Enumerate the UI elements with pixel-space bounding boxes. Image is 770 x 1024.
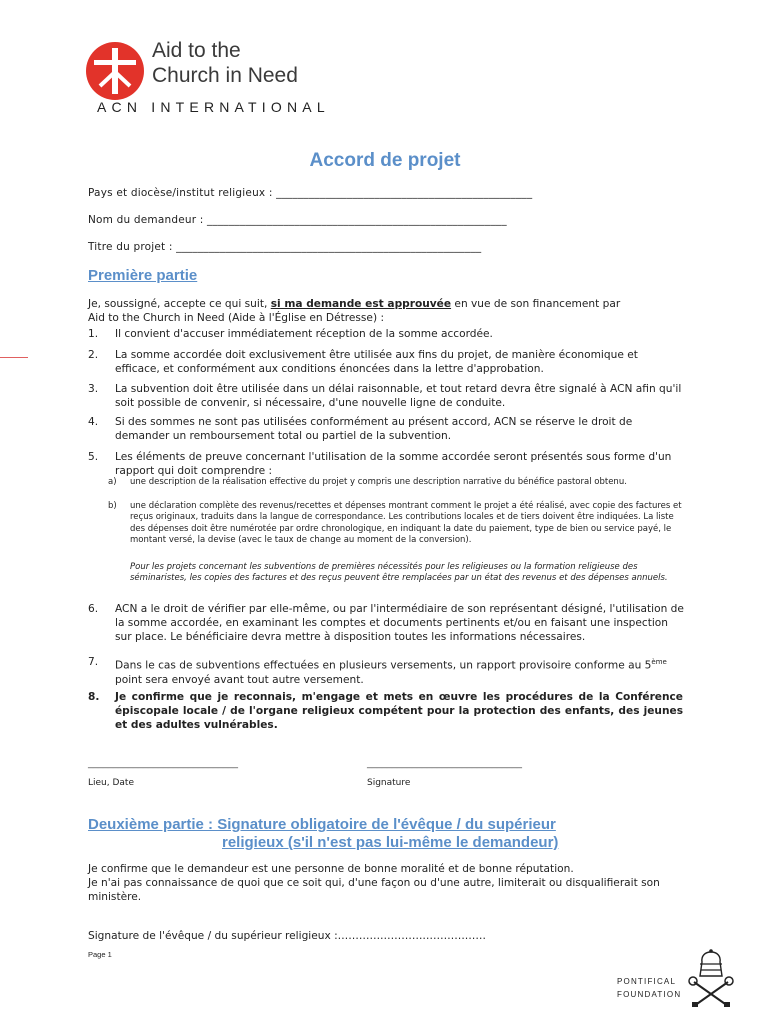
signature-label: Signature <box>367 778 411 788</box>
sig-line-right[interactable]: _______________________________ <box>367 758 522 769</box>
item-7-text: Dans le cas de subventions effectuées en plusieurs versements, un rapport provisoire conforme au 5ème point sera envoyé avant tout autre versement. <box>115 658 667 686</box>
item-3-number: 3. <box>88 383 99 395</box>
item-5-text: Les éléments de preuve concernant l'utilisation de la somme accordée seront présentés sous forme d'un rapport qui doit comprendre : <box>115 451 672 477</box>
subitem-a-text: une description de la réalisation effective du projet y compris une description narrative du bénéfice pastoral obtenu. <box>130 477 627 487</box>
part1-heading: Première partie <box>88 267 198 284</box>
field-nom[interactable]: Nom du demandeur : _______________________________________________________ <box>88 214 507 226</box>
part1-intro: Je, soussigné, accepte ce qui suit, si ma demande est approuvée en vue de son financement par Aid to the Church in Need (Aide à l'Église en Détresse) : <box>88 298 621 324</box>
item-6-text: ACN a le droit de vérifier par elle-même, ou par l'intermédiaire de son représentant désigné, l'utilisation de la somme accordée, en examinant les comptes et documents pertinents et/ou en faisant une inspection sur place. Le bénéficiaire devra mettre à disposition toutes les informations nécessaires. <box>115 603 684 643</box>
part2-line1: Je confirme que le demandeur est une personne de bonne moralité et de bonne réputation. <box>88 863 574 875</box>
acn-logo-mark <box>86 42 144 100</box>
item-1-text: Il convient d'accuser immédiatement réception de la somme accordée. <box>115 328 493 340</box>
part2-heading-line2: religieux (s'il n'est pas lui-même le demandeur) <box>222 834 559 851</box>
item-7-number: 7. <box>88 656 99 668</box>
sig-line-left[interactable]: ______________________________ <box>88 758 238 769</box>
lieu-date-label: Lieu, Date <box>88 778 134 788</box>
subitem-b-text: une déclaration complète des revenus/recettes et dépenses montrant comment le projet a été réalisé, avec copie des factures et reçus originaux, traduits dans la langue de correspondance. Les contributions locales et de tiers doivent être indiquées. La liste des dépenses doit être numérotée par ordre chronologique, en indiquant la date du paiement, type de bien ou service payé, le montant versé, la devise (avec le taux de change au moment de la conversion). <box>130 501 682 545</box>
subitem-b-letter: b) <box>108 501 117 511</box>
part2-heading-line1: Deuxième partie : Signature obligatoire de l'évêque / du supérieur <box>88 816 556 833</box>
subitem-a-letter: a) <box>108 477 117 487</box>
item-3-text: La subvention doit être utilisée dans un délai raisonnable, et tout retard devra être signalé à ACN afin qu'il soit possible de convenir, si nécessaire, d'une nouvelle ligne de conduite. <box>115 383 682 409</box>
document-title: Accord de projet <box>309 150 461 171</box>
item-4-number: 4. <box>88 416 99 428</box>
italic-note: Pour les projets concernant les subventions de premières nécessités pour les religieuses ou la formation religieuse des séminaristes, les copies des factures et des reçus peuvent être remplacées par un état des revenus et des dépenses annuels. <box>130 562 668 584</box>
item-2-number: 2. <box>88 349 99 361</box>
field-pays[interactable]: Pays et diocèse/institut religieux : _______________________________________________ <box>88 187 533 199</box>
item-1-number: 1. <box>88 328 99 340</box>
cross-icon <box>86 42 144 100</box>
item-4-text: Si des sommes ne sont pas utilisées conformément au présent accord, ACN se réserve le droit de demander un remboursement total ou partiel de la subvention. <box>115 416 633 442</box>
page-edge-mark <box>0 357 28 358</box>
org-name: Aid to the Church in Need <box>152 39 298 87</box>
pontifical-foundation-text: PONTIFICAL FOUNDATION <box>617 977 682 999</box>
field-titre[interactable]: Titre du projet : ________________________________________________________ <box>88 241 482 253</box>
item-2-text: La somme accordée doit exclusivement être utilisée aux fins du projet, de manière économique et efficace, et conformément aux conditions énoncées dans la lettre d'approbation. <box>115 349 638 375</box>
bishop-signature-line[interactable]: Signature de l'évêque / du supérieur religieux :…………………………………… <box>88 930 486 942</box>
item-8-text: Je confirme que je reconnais, m'engage et mets en œuvre les procédures de la Conférence épiscopale locale / de l'organe religieux compétent pour la protection des enfants, des jeunes et des adultes vulnérables. <box>115 691 683 731</box>
page-number: Page 1 <box>88 950 112 959</box>
org-subtitle: ACN INTERNATIONAL <box>97 99 330 115</box>
papal-keys-icon <box>680 948 742 1010</box>
part2-line2: Je n'ai pas connaissance de quoi que ce soit qui, d'une façon ou d'une autre, limiterait ou disqualifierait son ministère. <box>88 877 660 903</box>
item-8-number: 8. <box>88 691 100 703</box>
item-6-number: 6. <box>88 603 99 615</box>
item-5-number: 5. <box>88 451 99 463</box>
